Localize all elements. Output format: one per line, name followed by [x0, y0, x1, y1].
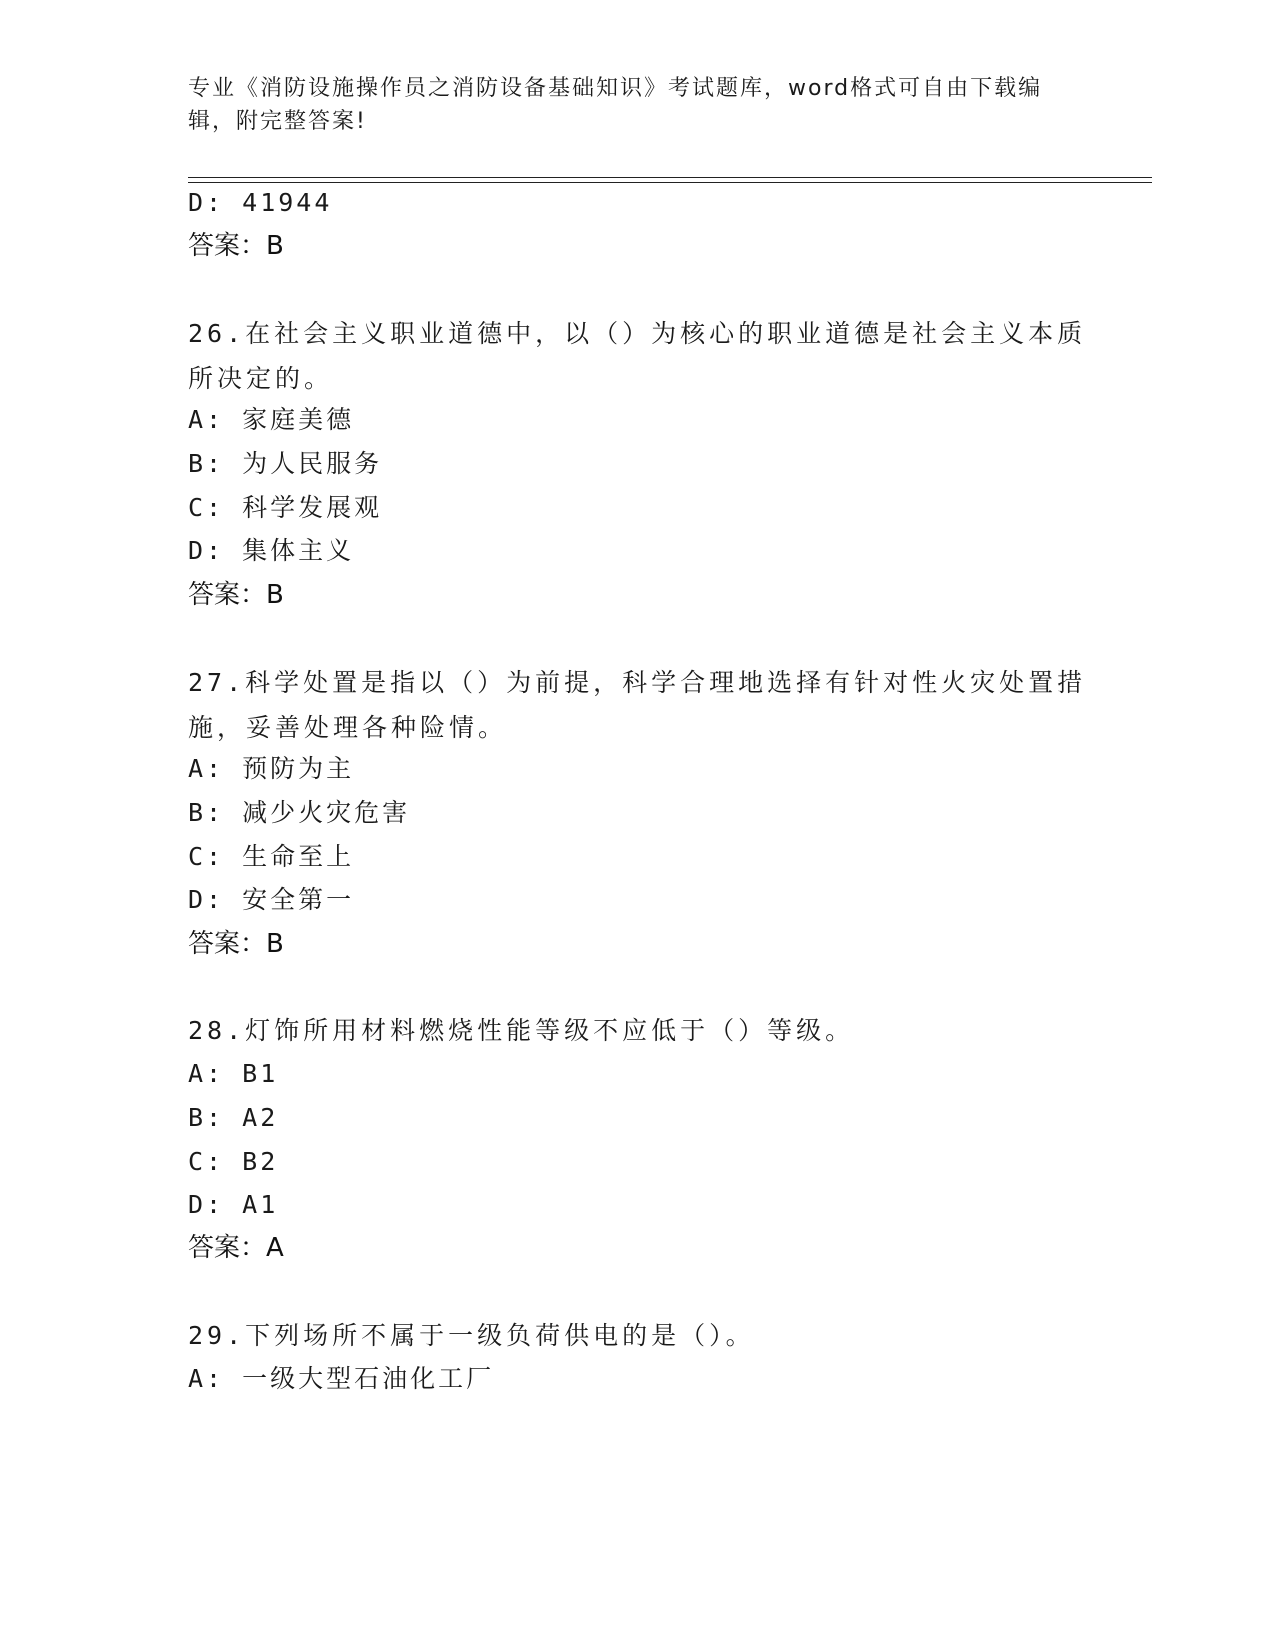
question-26-option-d: D: 集体主义 — [188, 536, 355, 565]
question-27-answer: 答案：B — [188, 929, 284, 959]
question-27-option-a: A: 预防为主 — [188, 754, 355, 783]
header-divider — [188, 177, 1152, 183]
question-28-option-d: D: A1 — [188, 1190, 279, 1219]
question-26-option-a: A: 家庭美德 — [188, 405, 355, 434]
question-26-option-b: B: 为人民服务 — [188, 449, 383, 478]
question-26-option-c: C: 科学发展观 — [188, 493, 383, 522]
question-26-text: 26.在社会主义职业道德中，以（）为核心的职业道德是社会主义本质所决定的。 — [188, 319, 1087, 393]
question-27-option-d: D: 安全第一 — [188, 885, 355, 914]
question-28-text: 28.灯饰所用材料燃烧性能等级不应低于（）等级。 — [188, 1016, 855, 1045]
question-29-text: 29.下列场所不属于一级负荷供电的是（）。 — [188, 1321, 755, 1350]
page-header: 专业《消防设施操作员之消防设备基础知识》考试题库，word格式可自由下载编辑，附完整答案! — [188, 76, 1043, 134]
prev-question-answer: 答案：B — [188, 231, 284, 261]
question-26-answer: 答案：B — [188, 580, 284, 610]
question-28-answer: 答案：A — [188, 1233, 284, 1263]
question-29-option-a: A: 一级大型石油化工厂 — [188, 1364, 495, 1393]
prev-question-option-d: D: 41944 — [188, 188, 333, 217]
question-28-option-a: A: B1 — [188, 1059, 279, 1088]
question-27-option-b: B: 减少火灾危害 — [188, 798, 411, 827]
question-28-option-b: B: A2 — [188, 1103, 279, 1132]
question-28-option-c: C: B2 — [188, 1147, 279, 1176]
question-27-option-c: C: 生命至上 — [188, 842, 355, 871]
question-27-text: 27.科学处置是指以（）为前提，科学合理地选择有针对性火灾处置措施，妥善处理各种险情。 — [188, 668, 1087, 742]
